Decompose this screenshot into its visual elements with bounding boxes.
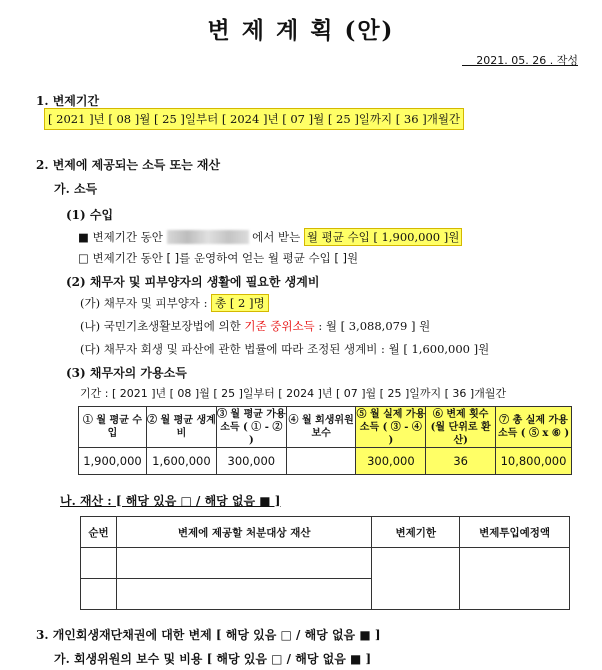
disposable-income-heading: (3) 채무자의 가용소득 <box>66 366 187 380</box>
table-row <box>81 548 570 579</box>
table-cell <box>81 548 117 579</box>
table-cell <box>372 548 460 610</box>
table-header-cell: ① 월 평균 수입 <box>79 407 147 448</box>
table-header-cell: ⑦ 총 실제 가용소득 ( ⑤ x ⑥ ) <box>496 407 572 448</box>
table-cell <box>460 548 570 610</box>
revenue-heading: (1) 수입 <box>66 208 114 222</box>
median-income-value: : 월 [ 3,088,079 ] 원 <box>318 319 431 333</box>
income1-prefix: ■ 변제기간 동안 <box>78 230 163 244</box>
table-cell: 1,600,000 <box>146 448 216 475</box>
assets-heading: 나. 재산 : [ 해당 있음 □ / 해당 없음 ■ ] <box>60 494 281 508</box>
table-header-cell: ⑤ 월 실제 가용소득 ( ③ - ④ ) <box>356 408 426 446</box>
disposable-income-table <box>78 406 572 475</box>
table-header-cell: 변제투입예정액 <box>460 517 570 548</box>
table-header-cell: 순번 <box>81 517 117 548</box>
income-subheading: 가. 소득 <box>54 182 98 196</box>
table-cell: 10,800,000 <box>496 448 572 475</box>
income-line-2: □ 변제기간 동안 [ ]를 운영하여 얻는 월 평균 수입 [ ]원 <box>78 251 359 265</box>
table-cell: 36 <box>426 448 496 475</box>
table-row <box>79 448 572 475</box>
table-header-cell: ④ 월 회생위원 보수 <box>286 407 356 448</box>
living-line-na <box>80 318 430 334</box>
table-header-cell: ⑥ 변제 횟수 (월 단위로 환산) <box>426 407 496 448</box>
page-title: 변 제 계 획 (안) <box>207 17 395 44</box>
table-cell: 1,900,000 <box>79 448 147 475</box>
document-date: 2021. 05. 26 . 작성 <box>476 54 578 67</box>
section2-heading: 2. 변제에 제공되는 소득 또는 재산 <box>36 158 221 172</box>
dependents-count: 총 [ 2 ]명 <box>211 294 268 312</box>
table-cell: 300,000 <box>356 448 426 475</box>
income-line-1 <box>78 229 462 245</box>
date-underline <box>462 65 578 66</box>
table-header-cell: ③ 월 평균 가용소득 ( ① - ② ) <box>216 408 286 446</box>
table-cell <box>286 448 356 475</box>
dependents-label: (가) 채무자 및 피부양자 : <box>80 296 208 310</box>
table-cell: 300,000 <box>216 448 286 475</box>
assets-table <box>80 516 570 610</box>
table-header-cell: 변제기한 <box>372 517 460 548</box>
table-cell <box>116 548 371 579</box>
redacted-employer <box>167 230 249 244</box>
section1-heading: 1. 변제기간 <box>36 94 100 108</box>
median-income-label: 기준 중위소득 <box>244 319 315 333</box>
table-header-cell: ② 월 평균 생계비 <box>146 407 216 448</box>
section3-heading: 3. 개인회생재단채권에 대한 변제 [ 해당 있음 □ / 해당 없음 ■ ] <box>36 628 381 642</box>
table-cell <box>116 579 371 610</box>
monthly-income-highlight: 월 평균 수입 [ 1,900,000 ]원 <box>304 228 462 246</box>
trustee-fee-heading: 가. 회생위원의 보수 및 비용 [ 해당 있음 □ / 해당 없음 ■ ] <box>54 652 372 666</box>
living-line-ga <box>80 295 269 311</box>
median-income-prefix: (나) 국민기초생활보장법에 의한 <box>80 319 241 333</box>
living-line-da: (다) 채무자 회생 및 파산에 관한 법률에 따라 조정된 생계비 : 월 [ 1,600,000 ]원 <box>80 342 490 356</box>
assets-header-row <box>81 517 570 548</box>
repayment-period: [ 2021 ]년 [ 08 ]월 [ 25 ]일부터 [ 2024 ]년 [ 07 ]월 [ 25 ]일까지 [ 36 ]개월간 <box>44 108 464 130</box>
living-cost-heading: (2) 채무자 및 피부양자의 생활에 필요한 생계비 <box>66 275 320 289</box>
disposable-period: 기간 : [ 2021 ]년 [ 08 ]월 [ 25 ]일부터 [ 2024 ]년 [ 07 ]월 [ 25 ]일까지 [ 36 ]개월간 <box>80 387 507 400</box>
table-header-row <box>79 407 572 448</box>
income1-middle: 에서 받는 <box>252 230 301 244</box>
table-header-cell: 변제에 제공할 처분대상 재산 <box>116 517 371 548</box>
table-cell <box>81 579 117 610</box>
